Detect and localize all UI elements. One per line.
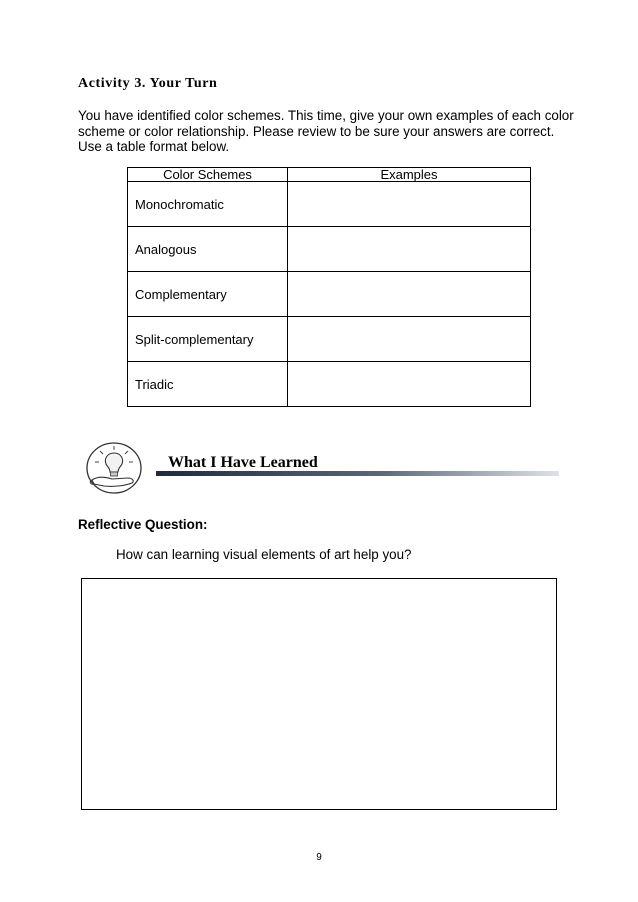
answer-box[interactable] [81, 578, 557, 810]
lightbulb-hand-icon [84, 440, 144, 496]
scheme-name-cell: Split-complementary [128, 317, 288, 362]
activity-instructions: You have identified color schemes. This time, give your own examples of each color scheme or color relationship. Please review to be sure your answers are correct. Use a table format below. [78, 108, 574, 155]
table-header-row [128, 168, 531, 182]
section-title-underline [156, 471, 559, 476]
page-number: 9 [316, 852, 322, 863]
table-row [128, 362, 531, 407]
example-cell[interactable] [288, 182, 531, 227]
color-schemes-table [127, 167, 531, 407]
example-cell[interactable] [288, 317, 531, 362]
table-row [128, 182, 531, 227]
scheme-name-cell: Monochromatic [128, 182, 288, 227]
activity-title: Activity 3. Your Turn [78, 76, 218, 91]
reflective-question-label: Reflective Question: [78, 517, 208, 532]
scheme-name-cell: Analogous [128, 227, 288, 272]
table-row [128, 317, 531, 362]
example-cell[interactable] [288, 362, 531, 407]
column-header-color-schemes: Color Schemes [128, 168, 288, 182]
section-title: What I Have Learned [168, 454, 318, 471]
reflective-question-text: How can learning visual elements of art help you? [116, 547, 412, 562]
example-cell[interactable] [288, 272, 531, 317]
table-row [128, 227, 531, 272]
scheme-name-cell: Complementary [128, 272, 288, 317]
table-row [128, 272, 531, 317]
scheme-name-cell: Triadic [128, 362, 288, 407]
example-cell[interactable] [288, 227, 531, 272]
column-header-examples: Examples [288, 168, 531, 182]
